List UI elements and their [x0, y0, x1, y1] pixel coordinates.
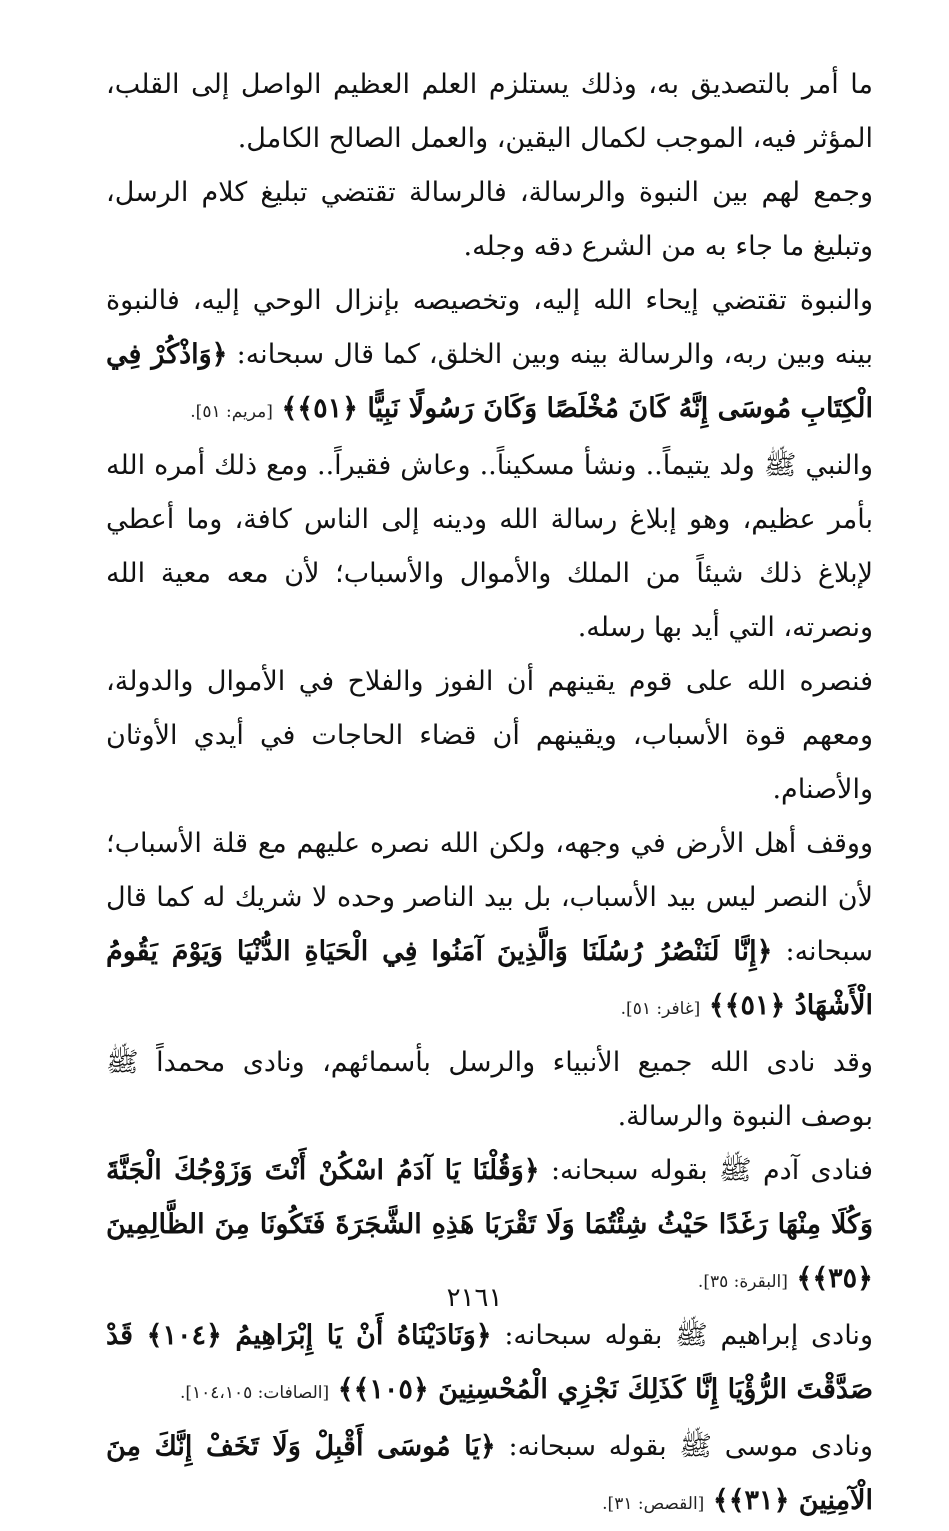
paragraph-7 — [106, 1036, 873, 1144]
page-number: ٢١٦١ — [446, 1283, 503, 1313]
paragraph-text: ونادى موسى ﷺ بقوله سبحانه: — [508, 1431, 873, 1462]
verse-reference: [الصافات: ١٠٤،١٠٥]. — [179, 1383, 330, 1403]
paragraph-6 — [106, 817, 873, 1036]
paragraph-text: فنصره الله على قوم يقينهم أن الفوز والفلاح في الأموال والدولة، ومعهم قوة الأسباب، ويقينهم أن قضاء الحاجات في أيدي الأوثان والأصنام. — [106, 666, 873, 805]
paragraph-5 — [106, 655, 873, 817]
paragraph-3 — [106, 274, 873, 439]
paragraph-text: ونادى إبراهيم ﷺ بقوله سبحانه: — [504, 1320, 873, 1351]
verse-reference: [غافر: ٥١]. — [620, 999, 701, 1019]
verse-reference: [القصص: ٣١]. — [602, 1494, 705, 1514]
paragraph-4 — [106, 439, 873, 655]
quran-verse: ﴿إِنَّا لَنَنْصُرُ رُسُلَنَا وَالَّذِينَ آمَنُوا فِي الْحَيَاةِ الدُّنْيَا وَيَوْمَ يَقُومُ الْأَشْهَادُ ﴿٥١﴾﴾ — [106, 936, 873, 1021]
verse-reference: [البقرة: ٣٥]. — [697, 1272, 788, 1292]
paragraph-1 — [106, 58, 873, 166]
paragraph-10 — [106, 1420, 873, 1531]
paragraph-text: والنبي ﷺ ولد يتيماً.. ونشأ مسكيناً.. وعاش فقيراً.. ومع ذلك أمره الله بأمر عظيم، وهو إبلاغ رسالة الله ودينه إلى الناس كافة، وما أعطي لإبلاغ ذلك شيئاً من الملك والأموال والأسباب؛ لأن معه معية الله ونصرته، التي أيد بها رسله. — [106, 450, 873, 643]
paragraph-text: ما أمر بالتصديق به، وذلك يستلزم العلم العظيم الواصل إلى القلب، المؤثر فيه، الموجب لكمال اليقين، والعمل الصالح الكامل. — [106, 69, 873, 154]
quran-verse: ﴿وَاذْكُرْ فِي الْكِتَابِ مُوسَى إِنَّهُ كَانَ مُخْلَصًا وَكَانَ رَسُولًا نَبِيًّا ﴿٥١﴾﴾ — [106, 339, 873, 424]
paragraph-text: وجمع لهم بين النبوة والرسالة، فالرسالة تقتضي تبليغ كلام الرسل، وتبليغ ما جاء به من الشرع دقه وجله. — [106, 177, 873, 262]
quran-verse: ﴿وَقُلْنَا يَا آدَمُ اسْكُنْ أَنْتَ وَزَوْجُكَ الْجَنَّةَ وَكُلَا مِنْهَا رَغَدًا حَيْثُ شِئْتُمَا وَلَا تَقْرَبَا هَذِهِ الشَّجَرَةَ فَتَكُونَا مِنَ الظَّالِمِينَ ﴿٣٥﴾﴾ — [106, 1155, 873, 1294]
verse-reference: [مريم: ٥١]. — [190, 402, 273, 422]
paragraph-9 — [106, 1309, 873, 1420]
paragraph-2 — [106, 166, 873, 274]
quran-verse: ﴿وَنَادَيْنَاهُ أَنْ يَا إِبْرَاهِيمُ ﴿١٠٤﴾ قَدْ صَدَّقْتَ الرُّؤْيَا إِنَّا كَذَلِكَ نَجْزِي الْمُحْسِنِينَ ﴿١٠٥﴾﴾ — [106, 1320, 873, 1405]
paragraph-text: ووقف أهل الأرض في وجهه، ولكن الله نصره عليهم مع قلة الأسباب؛ لأن النصر ليس بيد الأسباب، بل بيد الناصر وحده لا شريك له كما قال سبحانه: — [106, 828, 873, 967]
paragraph-text: والنبوة تقتضي إيحاء الله إليه، وتخصيصه بإنزال الوحي إليه، فالنبوة بينه وبين ربه، والرسالة بينه وبين الخلق، كما قال سبحانه: — [106, 285, 873, 370]
quran-verse: ﴿يَا مُوسَى أَقْبِلْ وَلَا تَخَفْ إِنَّكَ مِنَ الْآمِنِينَ ﴿٣١﴾﴾ — [106, 1431, 873, 1516]
paragraph-text: فنادى آدم ﷺ بقوله سبحانه: — [550, 1155, 873, 1186]
paragraph-text: وقد نادى الله جميع الأنبياء والرسل بأسمائهم، ونادى محمداً ﷺ بوصف النبوة والرسالة. — [106, 1047, 873, 1132]
